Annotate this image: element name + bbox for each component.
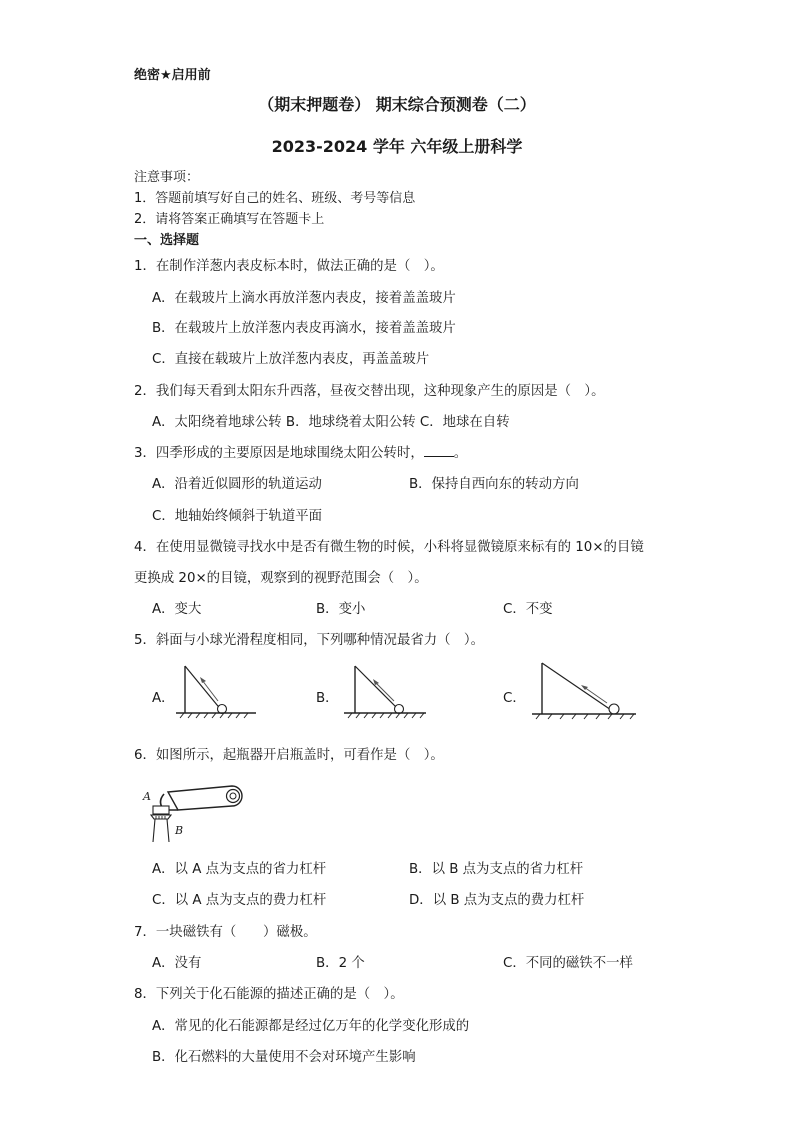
exam-subtitle: 2023-2024 学年 六年级上册科学 [271, 137, 523, 156]
incline-diagram-b [344, 662, 430, 720]
question-8-option-a: A．常见的化石能源都是经过亿万年的化学变化形成的 [152, 1019, 470, 1034]
point-b-label: B [175, 824, 184, 837]
point-a-label: A [143, 790, 151, 803]
question-3-stem [134, 442, 467, 461]
question-7-stem: 7．一块磁铁有（ ）磁极。 [134, 925, 317, 940]
question-4-option-b: B．变小 [316, 602, 366, 617]
question-8-option-b: B．化石燃料的大量使用不会对环境产生影响 [152, 1050, 416, 1065]
question-7-option-c: C．不同的磁铁不一样 [503, 956, 633, 971]
question-4-option-c: C．不变 [503, 602, 553, 617]
incline-diagram-a [176, 662, 262, 720]
question-7-option-b: B．2 个 [316, 956, 365, 971]
question-5-stem: 5．斜面与小球光滑程度相同，下列哪种情况最省力（ ）。 [134, 633, 484, 648]
question-1-stem: 1．在制作洋葱内表皮标本时，做法正确的是（ ）。 [134, 259, 444, 274]
question-2-stem: 2．我们每天看到太阳东升西落，昼夜交替出现，这种现象产生的原因是（ ）。 [134, 384, 605, 399]
question-3-option-c: C．地轴始终倾斜于轨道平面 [152, 509, 323, 524]
question-8-stem: 8．下列关于化石能源的描述正确的是（ ）。 [134, 987, 404, 1002]
question-2-options: A．太阳绕着地球公转 B．地球绕着太阳公转 C．地球在自转 [152, 415, 510, 430]
question-5-option-a-label: A． [152, 691, 175, 706]
question-6-option-a: A．以 A 点为支点的省力杠杆 [152, 862, 327, 877]
notes-item-1: 1．答题前填写好自己的姓名、班级、考号等信息 [134, 191, 416, 206]
question-3-option-b: B．保持自西向东的转动方向 [409, 477, 579, 492]
section-heading: 一、选择题 [134, 233, 200, 248]
question-1-option-b: B．在载玻片上放洋葱内表皮再滴水，接着盖盖玻片 [152, 321, 456, 336]
question-4-stem-line-1: 4．在使用显微镜寻找水中是否有微生物的时候，小科将显微镜原来标有的 10×的目镜 [134, 540, 644, 555]
question-4-stem-line-2: 更换成 20×的目镜，观察到的视野范围会（ ）。 [134, 571, 428, 586]
bottle-opener-diagram [140, 782, 252, 844]
question-6-option-b: B．以 B 点为支点的省力杠杆 [409, 862, 584, 877]
question-1-option-c: C．直接在载玻片上放洋葱内表皮，再盖盖玻片 [152, 352, 430, 367]
incline-diagram-c [532, 660, 642, 722]
question-1-option-a: A．在载玻片上滴水再放洋葱内表皮，接着盖盖玻片 [152, 291, 456, 306]
question-3-option-a: A．沿着近似圆形的轨道运动 [152, 477, 322, 492]
question-3-stem-end: 。 [453, 446, 468, 461]
exam-title: （期末押题卷） 期末综合预测卷（二） [258, 95, 536, 114]
question-6-stem: 6．如图所示，起瓶器开启瓶盖时，可看作是（ ）。 [134, 748, 444, 763]
question-6-option-d: D．以 B 点为支点的费力杠杆 [409, 893, 585, 908]
notes-item-2: 2．请将答案正确填写在答题卡上 [134, 212, 325, 227]
confidential-label: 绝密★启用前 [134, 68, 211, 83]
question-6-option-c: C．以 A 点为支点的费力杠杆 [152, 893, 327, 908]
answer-blank [424, 444, 454, 457]
question-5-option-c-label: C． [503, 691, 526, 706]
question-4-option-a: A．变大 [152, 602, 202, 617]
notes-heading: 注意事项： [134, 170, 200, 185]
question-3-stem-text: 3．四季形成的主要原因是地球围绕太阳公转时， [134, 446, 424, 461]
question-7-option-a: A．没有 [152, 956, 202, 971]
question-5-option-b-label: B． [316, 691, 339, 706]
